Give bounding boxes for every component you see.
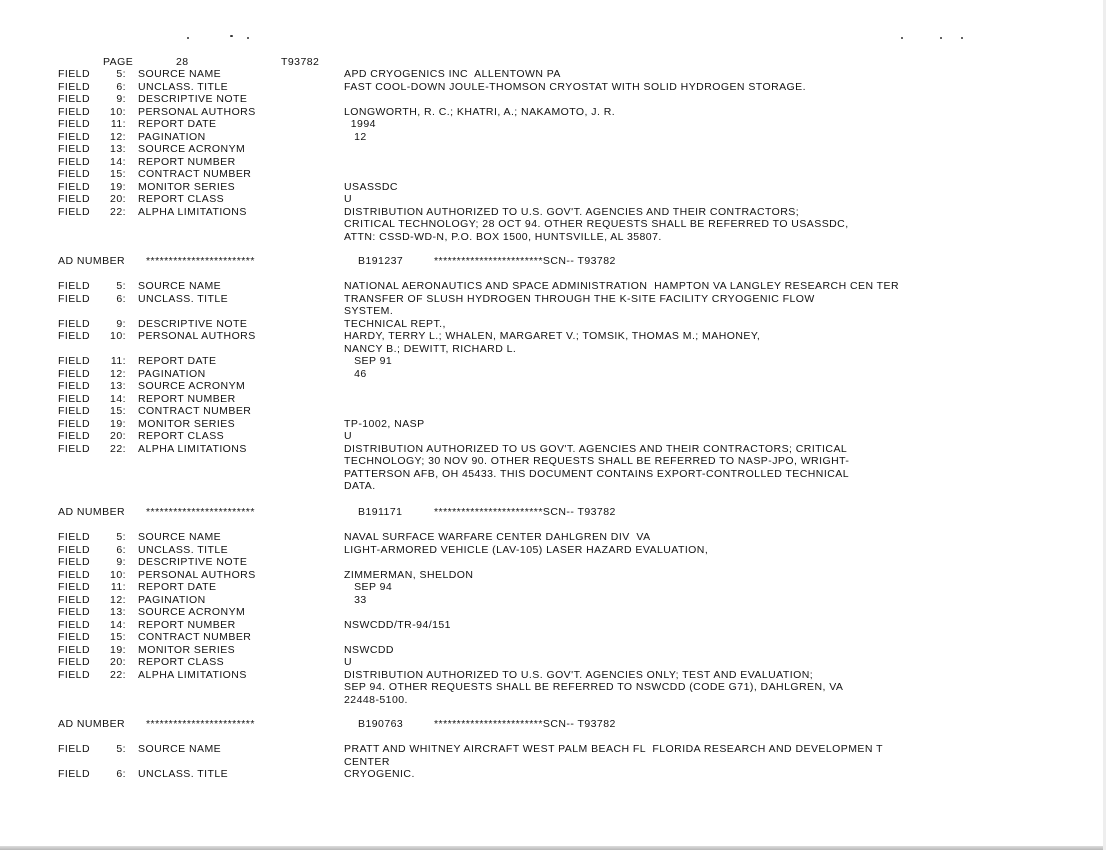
field-name: SOURCE ACRONYM xyxy=(138,380,246,392)
scn-reference: ************************SCN-- T93782 xyxy=(434,718,616,730)
field-number: 20: xyxy=(110,430,126,442)
field-value: NANCY B.; DEWITT, RICHARD L. xyxy=(344,343,517,355)
field-value: 1994 xyxy=(344,118,376,130)
field-label: FIELD xyxy=(58,631,91,643)
field-value: SYSTEM. xyxy=(344,305,394,317)
field-label: FIELD xyxy=(58,768,91,780)
field-number: 22: xyxy=(110,206,126,218)
field-name: REPORT NUMBER xyxy=(138,393,236,405)
field-name: REPORT CLASS xyxy=(138,193,225,205)
field-number: 9: xyxy=(116,556,126,568)
field-name: REPORT NUMBER xyxy=(138,619,236,631)
field-name: SOURCE ACRONYM xyxy=(138,143,246,155)
ad-number-stars: ************************ xyxy=(146,718,255,730)
field-number: 5: xyxy=(116,280,126,292)
field-name: UNCLASS. TITLE xyxy=(138,544,229,556)
field-value: DISTRIBUTION AUTHORIZED TO US GOV'T. AGENCIES AND THEIR CONTRACTORS; CRITICAL xyxy=(344,443,848,455)
field-value: 46 xyxy=(344,368,367,380)
field-number: 5: xyxy=(116,531,126,543)
field-value: SEP 94. OTHER REQUESTS SHALL BE REFERRED TO NSWCDD (CODE G71), DAHLGREN, VA xyxy=(344,681,844,693)
field-number: 22: xyxy=(110,669,126,681)
field-label: FIELD xyxy=(58,443,91,455)
field-name: DESCRIPTIVE NOTE xyxy=(138,93,248,105)
field-name: SOURCE NAME xyxy=(138,531,222,543)
field-number: 19: xyxy=(110,644,126,656)
field-value: LIGHT-ARMORED VEHICLE (LAV-105) LASER HAZARD EVALUATION, xyxy=(344,544,709,556)
ad-number-stars: ************************ xyxy=(146,255,255,267)
field-value: 22448-5100. xyxy=(344,694,408,706)
scn-reference: ************************SCN-- T93782 xyxy=(434,255,616,267)
field-name: MONITOR SERIES xyxy=(138,418,236,430)
field-label: FIELD xyxy=(58,656,91,668)
field-label: FIELD xyxy=(58,181,91,193)
field-name: DESCRIPTIVE NOTE xyxy=(138,556,248,568)
field-number: 13: xyxy=(110,606,126,618)
scan-speck xyxy=(230,35,233,37)
field-label: FIELD xyxy=(58,569,91,581)
field-label: FIELD xyxy=(58,644,91,656)
field-value: NSWCDD xyxy=(344,644,394,656)
field-label: FIELD xyxy=(58,556,91,568)
field-value: USASSDC xyxy=(344,181,398,193)
field-number: 6: xyxy=(116,293,126,305)
field-number: 10: xyxy=(110,569,126,581)
field-label: FIELD xyxy=(58,131,91,143)
field-name: REPORT NUMBER xyxy=(138,156,236,168)
field-name: REPORT DATE xyxy=(138,355,217,367)
field-name: SOURCE NAME xyxy=(138,68,222,80)
field-number: 9: xyxy=(116,93,126,105)
field-name: REPORT CLASS xyxy=(138,656,225,668)
field-name: CONTRACT NUMBER xyxy=(138,405,252,417)
ad-number-value: B190763 xyxy=(358,718,404,730)
ad-number-label: AD NUMBER xyxy=(58,718,126,730)
field-value: NSWCDD/TR-94/151 xyxy=(344,619,451,631)
field-label: FIELD xyxy=(58,405,91,417)
field-value: DISTRIBUTION AUTHORIZED TO U.S. GOV'T. AGENCIES AND THEIR CONTRACTORS; xyxy=(344,206,800,218)
field-name: PAGINATION xyxy=(138,594,206,606)
field-label: FIELD xyxy=(58,293,91,305)
field-value: U xyxy=(344,193,353,205)
field-number: 6: xyxy=(116,81,126,93)
field-name: SOURCE NAME xyxy=(138,280,222,292)
scan-speck xyxy=(940,37,942,39)
ad-number-label: AD NUMBER xyxy=(58,255,126,267)
field-label: FIELD xyxy=(58,418,91,430)
field-name: ALPHA LIMITATIONS xyxy=(138,669,247,681)
field-name: CONTRACT NUMBER xyxy=(138,168,252,180)
field-value: SEP 94 xyxy=(344,581,393,593)
field-label: FIELD xyxy=(58,581,91,593)
field-name: PERSONAL AUTHORS xyxy=(138,106,256,118)
field-name: SOURCE NAME xyxy=(138,743,222,755)
field-name: REPORT DATE xyxy=(138,581,217,593)
field-label: FIELD xyxy=(58,355,91,367)
field-label: FIELD xyxy=(58,669,91,681)
field-label: FIELD xyxy=(58,544,91,556)
field-value: TECHNICAL REPT., xyxy=(344,318,446,330)
field-number: 5: xyxy=(116,68,126,80)
field-number: 12: xyxy=(110,131,126,143)
ad-number-value: B191171 xyxy=(358,506,403,518)
field-name: UNCLASS. TITLE xyxy=(138,293,229,305)
field-value: APD CRYOGENICS INC ALLENTOWN PA xyxy=(344,68,561,80)
field-value: NATIONAL AERONAUTICS AND SPACE ADMINISTRATION HAMPTON VA LANGLEY RESEARCH CEN TER xyxy=(344,280,900,292)
field-label: FIELD xyxy=(58,93,91,105)
field-number: 10: xyxy=(110,330,126,342)
field-value: HARDY, TERRY L.; WHALEN, MARGARET V.; TOMSIK, THOMAS M.; MAHONEY, xyxy=(344,330,761,342)
field-value: CRITICAL TECHNOLOGY; 28 OCT 94. OTHER REQUESTS SHALL BE REFERRED TO USASSDC, xyxy=(344,218,849,230)
scan-speck xyxy=(247,37,249,39)
field-value: U xyxy=(344,656,353,668)
scan-speck xyxy=(961,37,963,39)
field-name: DESCRIPTIVE NOTE xyxy=(138,318,248,330)
field-number: 6: xyxy=(116,768,126,780)
field-value: DISTRIBUTION AUTHORIZED TO U.S. GOV'T. AGENCIES ONLY; TEST AND EVALUATION; xyxy=(344,669,814,681)
field-label: FIELD xyxy=(58,106,91,118)
field-name: SOURCE ACRONYM xyxy=(138,606,246,618)
field-label: FIELD xyxy=(58,594,91,606)
field-label: FIELD xyxy=(58,143,91,155)
field-label: FIELD xyxy=(58,368,91,380)
field-number: 12: xyxy=(110,368,126,380)
field-value: TECHNOLOGY; 30 NOV 90. OTHER REQUESTS SHALL BE REFERRED TO NASP-JPO, WRIGHT- xyxy=(344,455,850,467)
field-value: TRANSFER OF SLUSH HYDROGEN THROUGH THE K-SITE FACILITY CRYOGENIC FLOW xyxy=(344,293,815,305)
field-label: FIELD xyxy=(58,743,91,755)
page-label: PAGE xyxy=(103,56,134,68)
scn-reference: ************************SCN-- T93782 xyxy=(434,506,616,518)
field-label: FIELD xyxy=(58,531,91,543)
field-number: 12: xyxy=(110,594,126,606)
field-number: 15: xyxy=(110,405,126,417)
scan-edge-bottom xyxy=(0,846,1106,850)
field-number: 9: xyxy=(116,318,126,330)
field-label: FIELD xyxy=(58,280,91,292)
field-value: CRYOGENIC. xyxy=(344,768,415,780)
field-label: FIELD xyxy=(58,206,91,218)
field-label: FIELD xyxy=(58,330,91,342)
field-number: 11: xyxy=(110,118,126,130)
field-number: 11: xyxy=(110,355,126,367)
field-number: 14: xyxy=(110,393,126,405)
field-value: TP-1002, NASP xyxy=(344,418,425,430)
field-label: FIELD xyxy=(58,430,91,442)
field-name: MONITOR SERIES xyxy=(138,181,236,193)
field-number: 10: xyxy=(110,106,126,118)
field-number: 15: xyxy=(110,631,126,643)
field-name: ALPHA LIMITATIONS xyxy=(138,206,247,218)
field-number: 20: xyxy=(110,193,126,205)
scan-speck xyxy=(187,37,189,39)
field-name: REPORT DATE xyxy=(138,118,217,130)
field-number: 13: xyxy=(110,380,126,392)
field-value: CENTER xyxy=(344,756,390,768)
field-value: ATTN: CSSD-WD-N, P.O. BOX 1500, HUNTSVILLE, AL 35807. xyxy=(344,231,662,243)
field-name: PERSONAL AUTHORS xyxy=(138,569,256,581)
field-name: MONITOR SERIES xyxy=(138,644,236,656)
field-number: 11: xyxy=(110,581,126,593)
field-name: UNCLASS. TITLE xyxy=(138,81,229,93)
field-number: 5: xyxy=(116,743,126,755)
field-label: FIELD xyxy=(58,318,91,330)
field-value: 33 xyxy=(344,594,367,606)
field-value: PRATT AND WHITNEY AIRCRAFT WEST PALM BEACH FL FLORIDA RESEARCH AND DEVELOPMEN T xyxy=(344,743,883,755)
field-name: REPORT CLASS xyxy=(138,430,225,442)
field-label: FIELD xyxy=(58,81,91,93)
field-name: PERSONAL AUTHORS xyxy=(138,330,256,342)
field-number: 6: xyxy=(116,544,126,556)
field-value: FAST COOL-DOWN JOULE-THOMSON CRYOSTAT WITH SOLID HYDROGEN STORAGE. xyxy=(344,81,806,93)
field-name: PAGINATION xyxy=(138,368,206,380)
field-number: 19: xyxy=(110,181,126,193)
scan-speck xyxy=(901,37,903,39)
field-label: FIELD xyxy=(58,606,91,618)
field-value: U xyxy=(344,430,353,442)
field-name: ALPHA LIMITATIONS xyxy=(138,443,247,455)
field-value: SEP 91 xyxy=(344,355,393,367)
field-label: FIELD xyxy=(58,68,91,80)
ad-number-stars: ************************ xyxy=(146,506,255,518)
field-value: NAVAL SURFACE WARFARE CENTER DAHLGREN DIV VA xyxy=(344,531,651,543)
field-number: 22: xyxy=(110,443,126,455)
document-id: T93782 xyxy=(281,56,320,68)
field-label: FIELD xyxy=(58,168,91,180)
field-number: 13: xyxy=(110,143,126,155)
ad-number-value: B191237 xyxy=(358,255,404,267)
field-number: 14: xyxy=(110,156,126,168)
field-number: 19: xyxy=(110,418,126,430)
field-label: FIELD xyxy=(58,156,91,168)
field-name: UNCLASS. TITLE xyxy=(138,768,229,780)
field-number: 20: xyxy=(110,656,126,668)
ad-number-label: AD NUMBER xyxy=(58,506,126,518)
field-label: FIELD xyxy=(58,619,91,631)
field-value: 12 xyxy=(344,131,367,143)
field-value: PATTERSON AFB, OH 45433. THIS DOCUMENT CONTAINS EXPORT-CONTROLLED TECHNICAL xyxy=(344,468,849,480)
field-value: ZIMMERMAN, SHELDON xyxy=(344,569,474,581)
field-name: CONTRACT NUMBER xyxy=(138,631,252,643)
field-name: PAGINATION xyxy=(138,131,206,143)
field-label: FIELD xyxy=(58,118,91,130)
field-number: 15: xyxy=(110,168,126,180)
field-value: DATA. xyxy=(344,480,376,492)
page-number: 28 xyxy=(176,56,189,68)
field-number: 14: xyxy=(110,619,126,631)
field-label: FIELD xyxy=(58,393,91,405)
field-label: FIELD xyxy=(58,380,91,392)
field-label: FIELD xyxy=(58,193,91,205)
field-value: LONGWORTH, R. C.; KHATRI, A.; NAKAMOTO, J. R. xyxy=(344,106,616,118)
